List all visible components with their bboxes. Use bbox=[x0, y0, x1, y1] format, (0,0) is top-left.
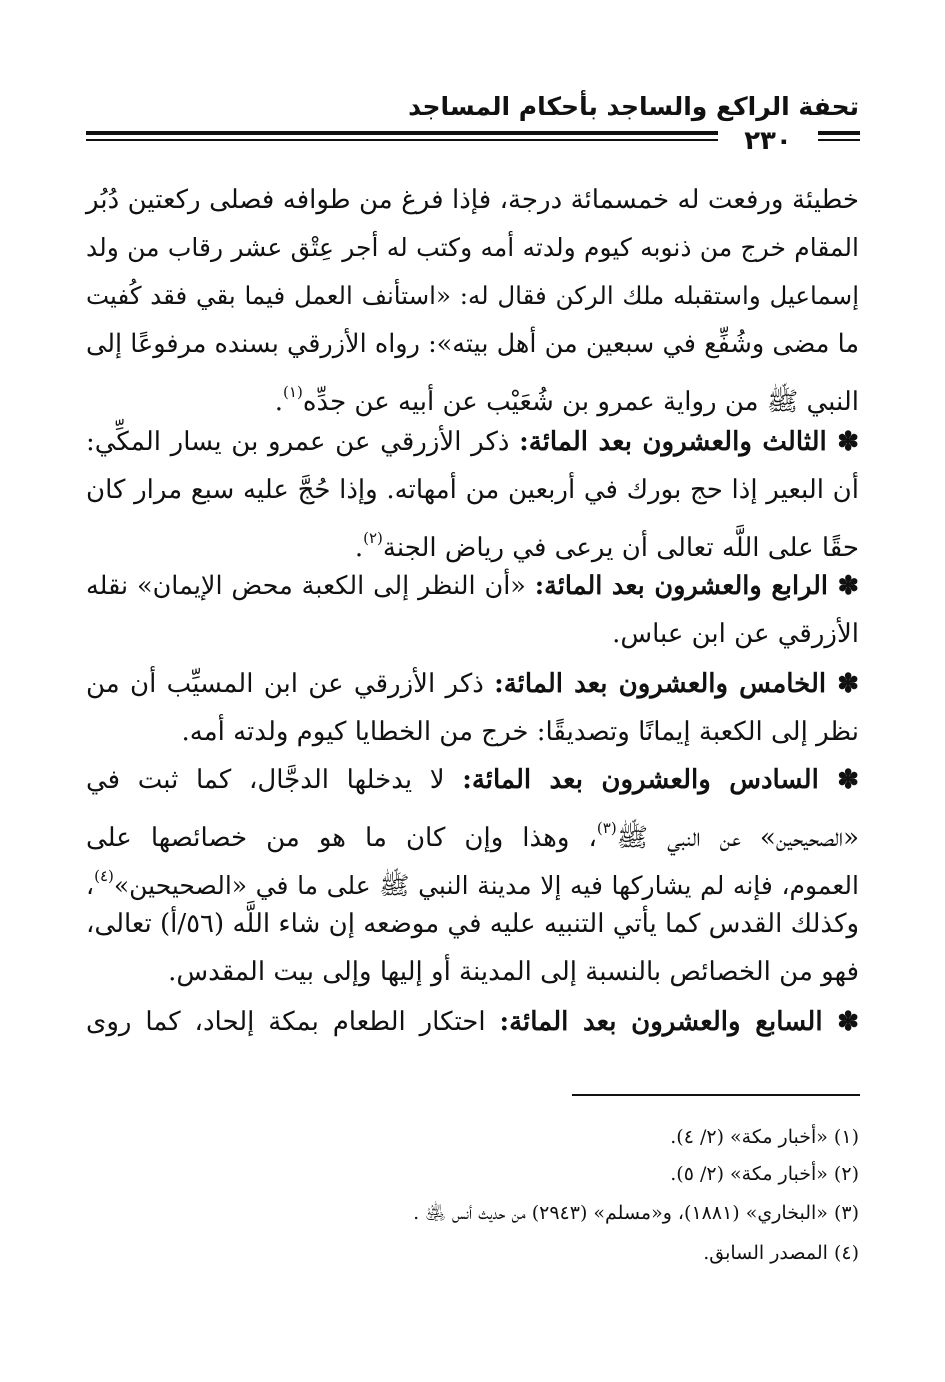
line-text: لا يدخلها الدجَّال، كما ثبت في bbox=[86, 765, 463, 795]
text-line bbox=[86, 660, 859, 708]
running-header-title: تحفة الراكع والساجد بأحكام المساجد bbox=[408, 92, 859, 121]
text-line bbox=[86, 804, 859, 852]
text-line bbox=[86, 320, 859, 368]
text-line bbox=[86, 610, 859, 658]
line-text-tail: . bbox=[274, 387, 284, 417]
text-line bbox=[86, 514, 859, 562]
line-text: نظر إلى الكعبة إيمانًا وتصديقًا: خرج من الخطايا كيوم ولدته أمه. bbox=[181, 717, 859, 747]
line-text: «الصحيحين» عن النبي ﷺ bbox=[616, 823, 859, 853]
text-line bbox=[86, 900, 859, 948]
line-text: ذكر الأزرقي عن عمرو بن يسار المكِّي: bbox=[86, 427, 520, 457]
line-text: العموم، فإنه لم يشاركها فيه إلا مدينة النبي ﷺ على ما في «الصحيحين» bbox=[113, 871, 859, 900]
footnote-marker[interactable]: (٢) bbox=[363, 529, 383, 547]
text-line bbox=[86, 852, 859, 900]
page-number: ٢٣٠ bbox=[744, 126, 792, 156]
text-line bbox=[86, 176, 859, 224]
header-rule-thin bbox=[86, 139, 718, 141]
footnote: (٤) المصدر السابق. bbox=[703, 1242, 859, 1264]
line-text: وكذلك القدس كما يأتي التنبيه عليه في موضعه إن شاء اللَّه (٥٦/أ) تعالى، bbox=[86, 909, 860, 939]
line-text: خطيئة ورفعت له خمسمائة درجة، فإذا فرغ من طوافه فصلى ركعتين دُبُر bbox=[86, 185, 859, 215]
section-heading: ✽ الثالث والعشرون بعد المائة: bbox=[519, 427, 860, 457]
text-line bbox=[86, 224, 859, 272]
line-text: الأزرقي عن ابن عباس. bbox=[612, 619, 859, 649]
text-line bbox=[86, 998, 859, 1046]
footnote-marker[interactable]: (٤) bbox=[94, 867, 114, 885]
line-text: «أن النظر إلى الكعبة محض الإيمان» نقله bbox=[86, 571, 535, 601]
text-line bbox=[86, 418, 859, 466]
footnote: (٢) «أخبار مكة» (٢/ ٥). bbox=[670, 1163, 859, 1185]
section-heading: ✽ الرابع والعشرون بعد المائة: bbox=[534, 571, 859, 601]
line-text-tail: . bbox=[354, 533, 364, 563]
line-text: حقًا على اللَّه تعالى أن يرعى في رياض الجنة bbox=[382, 533, 859, 563]
header-rule-thick bbox=[86, 131, 718, 135]
text-line bbox=[86, 756, 859, 804]
footnote: (١) «أخبار مكة» (٢/ ٤). bbox=[670, 1126, 859, 1148]
line-text-tail: ، وهذا وإن كان ما هو من خصائصها على bbox=[86, 823, 597, 853]
section-heading: ✽ الخامس والعشرون بعد المائة: bbox=[494, 669, 860, 699]
line-text: ما مضى وشُفِّع في سبعين من أهل بيته»: رواه الأزرقي بسنده مرفوعًا إلى bbox=[86, 329, 859, 359]
text-line bbox=[86, 466, 859, 514]
section-heading: ✽ السابع والعشرون بعد المائة: bbox=[499, 1007, 860, 1037]
line-text: المقام خرج من ذنوبه كيوم ولدته أمه وكتب له أجر عِتْق عشر رقاب من ولد bbox=[86, 233, 859, 262]
line-text: فهو من الخصائص بالنسبة إلى المدينة أو إليها وإلى بيت المقدس. bbox=[168, 957, 859, 987]
section-heading: ✽ السادس والعشرون بعد المائة: bbox=[462, 765, 859, 795]
text-line bbox=[86, 368, 859, 416]
text-line bbox=[86, 948, 859, 996]
line-text: احتكار الطعام بمكة إلحاد، كما روى bbox=[86, 1007, 500, 1037]
text-line bbox=[86, 708, 859, 756]
line-text: ذكر الأزرقي عن ابن المسيِّب أن من bbox=[86, 669, 495, 699]
line-text-tail: ، bbox=[86, 871, 95, 900]
line-text: أن البعير إذا حج بورك في أربعين من أمهاته. وإذا حُجَّ عليه سبع مرار كان bbox=[86, 475, 859, 505]
line-text: النبي ﷺ من رواية عمرو بن شُعَيْب عن أبيه عن جدِّه bbox=[302, 387, 859, 417]
header-rule-right-thin bbox=[818, 139, 860, 141]
footnote-marker[interactable]: (٣) bbox=[596, 819, 617, 837]
text-line bbox=[86, 562, 859, 610]
footnote: (٣) «البخاري» (١٨٨١)، و«مسلم» (٢٩٤٣) من حديث أنس ﵁ . bbox=[413, 1202, 859, 1224]
footnote-separator bbox=[572, 1094, 860, 1096]
footnote-marker[interactable]: (١) bbox=[283, 383, 303, 401]
text-line bbox=[86, 272, 859, 320]
line-text: إسماعيل واستقبله ملك الركن فقال له: «استأنف العمل فيما بقي فقد كُفيت bbox=[86, 281, 859, 310]
header-rule-right-thick bbox=[818, 131, 860, 135]
